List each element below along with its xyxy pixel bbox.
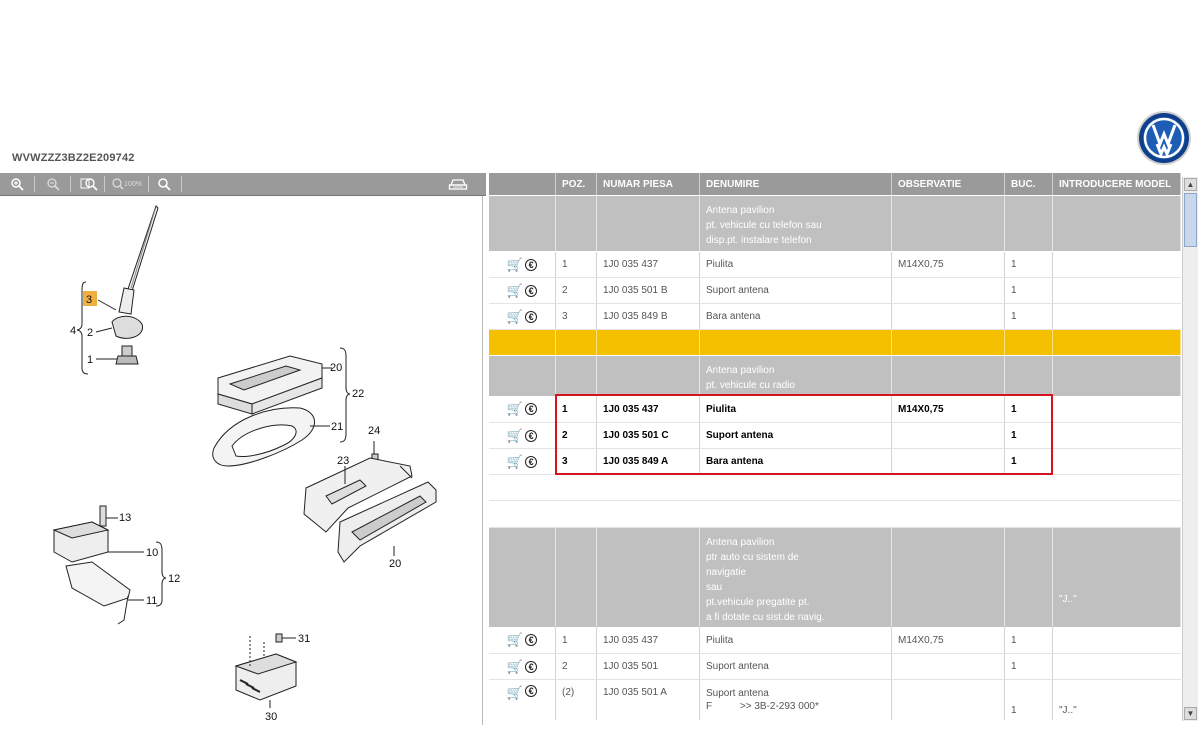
callout-label: 23 — [337, 455, 350, 467]
scroll-up-icon[interactable]: ▲ — [1184, 178, 1197, 191]
callout-label: 20 — [330, 362, 343, 374]
callout-label: 24 — [368, 425, 381, 437]
group-description: Antena pavilion ptr auto cu sistem de navigatie sau pt.vehicule pregatite pt. a fi dotate cu sist.de navig. — [700, 528, 892, 627]
exploded-view-diagram — [0, 196, 483, 725]
col-header-name[interactable]: DENUMIRE — [700, 173, 892, 195]
callout-label: 2 — [87, 327, 94, 339]
table-row[interactable]: 🛒 € 3 1J0 035 849 A Bara antena 1 — [489, 449, 1181, 475]
toolbar-separator — [148, 176, 149, 192]
empty-row — [489, 475, 1181, 501]
cart-icon[interactable]: 🛒 — [506, 427, 524, 443]
zoom-in-icon[interactable] — [6, 176, 28, 192]
callout-label: 31 — [298, 633, 311, 645]
group-row — [489, 196, 1181, 251]
scroll-thumb[interactable] — [1184, 193, 1197, 247]
antenna-assembly — [77, 206, 158, 374]
col-header-actions — [489, 173, 556, 195]
receiver-module-assembly — [236, 634, 296, 708]
scroll-down-icon[interactable]: ▼ — [1184, 707, 1197, 720]
euro-price-icon[interactable]: € — [525, 259, 537, 271]
vw-logo — [1136, 110, 1192, 166]
diagram-panel — [0, 173, 486, 725]
callout-label: 1 — [87, 354, 94, 366]
callout-label: 30 — [265, 711, 278, 723]
toolbar-separator — [34, 176, 35, 192]
col-header-observation[interactable]: OBSERVATIE — [892, 173, 1005, 195]
vin-label: WVWZZZ3BZ2E209742 — [12, 152, 135, 164]
separator-row — [489, 330, 1181, 355]
euro-price-icon[interactable]: € — [525, 685, 537, 697]
table-row[interactable]: 🛒 € 1 1J0 035 437 Piulita M14X0,75 1 — [489, 627, 1181, 654]
euro-price-icon[interactable]: € — [525, 456, 537, 468]
parts-table — [489, 173, 1181, 720]
table-row[interactable]: 🛒 € 3 1J0 035 849 B Bara antena 1 — [489, 304, 1181, 330]
table-row[interactable]: 🛒 € 2 1J0 035 501 C Suport antena 1 — [489, 423, 1181, 449]
table-header — [489, 173, 1181, 195]
callout-label: 11 — [146, 595, 158, 607]
zoom-100-label: 100% — [124, 180, 142, 188]
callout-label: 3 — [86, 294, 93, 306]
callout-label: 21 — [331, 421, 344, 433]
col-header-poz[interactable]: POZ. — [556, 173, 597, 195]
euro-price-icon[interactable]: € — [525, 661, 537, 673]
diagram-toolbar — [0, 173, 486, 196]
group-description: Antena pavilion pt. vehicule cu telefon sau disp.pt. instalare telefon — [700, 196, 892, 251]
toolbar-separator — [70, 176, 71, 192]
table-row[interactable]: 🛒 € (2) 1J0 035 501 A Suport antena F >> 3B-2-293 000* 1 "J.." — [489, 680, 1181, 720]
col-header-part-number[interactable]: NUMAR PIESA — [597, 173, 700, 195]
col-header-model-intro[interactable]: INTRODUCERE MODEL — [1053, 173, 1181, 195]
zoom-out-icon[interactable] — [42, 176, 64, 192]
zoom-fit-icon[interactable] — [78, 176, 100, 192]
table-row[interactable]: 🛒 € 1 1J0 035 437 Piulita M14X0,75 1 — [489, 252, 1181, 278]
col-header-qty[interactable]: BUC. — [1005, 173, 1053, 195]
euro-price-icon[interactable]: € — [525, 430, 537, 442]
euro-price-icon[interactable]: € — [525, 634, 537, 646]
table-row[interactable]: 🛒 € 1 1J0 035 437 Piulita M14X0,75 1 — [489, 396, 1181, 423]
group-row: Antena pavilion ptr auto cu sistem de navigatie sau pt.vehicule pregatite pt. a fi dotate cu sist.de navig. "J.." — [489, 528, 1181, 627]
group-description: Antena pavilion pt. vehicule cu radio — [700, 356, 892, 396]
cart-icon[interactable]: 🛒 — [506, 256, 524, 272]
cart-icon[interactable]: 🛒 — [506, 401, 524, 416]
zoom-100-icon[interactable] — [110, 176, 144, 192]
table-scrollbar[interactable] — [1182, 177, 1198, 721]
cart-icon[interactable]: 🛒 — [506, 685, 524, 700]
toolbar-separator — [104, 176, 105, 192]
car-icon[interactable] — [445, 176, 471, 192]
search-icon[interactable] — [153, 176, 175, 192]
mounting-bracket-assembly — [304, 441, 436, 562]
euro-price-icon[interactable]: € — [525, 285, 537, 297]
callout-label: 20 — [389, 558, 402, 570]
cart-icon[interactable]: 🛒 — [506, 632, 524, 647]
cart-icon[interactable]: 🛒 — [506, 308, 524, 324]
euro-price-icon[interactable]: € — [525, 311, 537, 323]
cart-icon[interactable]: 🛒 — [506, 453, 524, 469]
group-row — [489, 356, 1181, 396]
callout-label: 4 — [70, 325, 77, 337]
callout-label: 12 — [168, 573, 181, 585]
table-row[interactable]: 🛒 € 2 1J0 035 501 B Suport antena 1 — [489, 278, 1181, 304]
empty-row — [489, 501, 1181, 528]
euro-price-icon[interactable]: € — [525, 403, 537, 415]
callout-label: 13 — [119, 512, 132, 524]
callout-label: 10 — [146, 547, 159, 559]
cart-icon[interactable]: 🛒 — [506, 282, 524, 298]
callout-label: 22 — [352, 388, 365, 400]
toolbar-separator — [181, 176, 182, 192]
cart-icon[interactable]: 🛒 — [506, 658, 524, 674]
table-row[interactable]: 🛒 € 2 1J0 035 501 Suport antena 1 — [489, 654, 1181, 680]
